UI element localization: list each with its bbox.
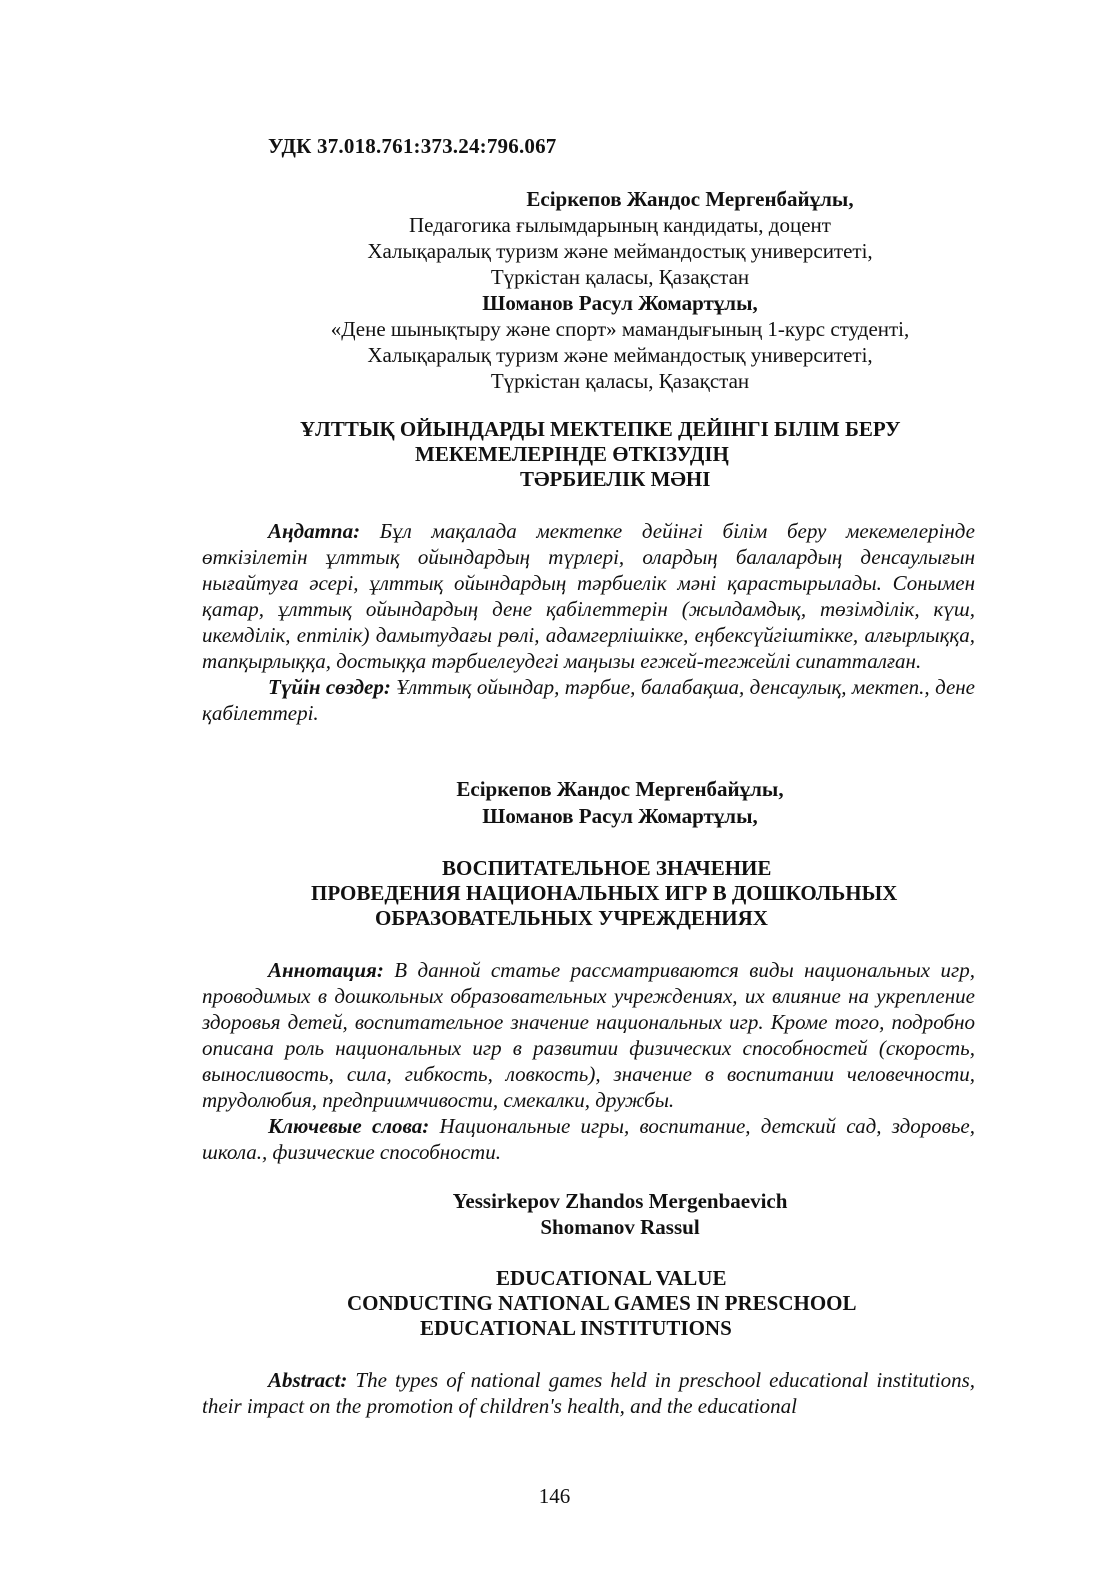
ru-abstract-paragraph: [202, 957, 975, 1113]
en-abstract: [202, 1367, 975, 1419]
ru-title-line1: ВОСПИТАТЕЛЬНОЕ ЗНАЧЕНИЕ: [442, 856, 772, 880]
ru-author1-name: Есіркепов Жандос Мергенбайұлы,: [456, 777, 784, 801]
en-author-block: [420, 1188, 820, 1240]
kz-title-line3: ТӘРБИЕЛІК МӘНІ: [520, 467, 711, 491]
kz-author2-name: Шоманов Расул Жомартұлы,: [482, 291, 758, 315]
en-author2-name: Shomanov Rassul: [540, 1215, 700, 1239]
en-abstract-label: Abstract:: [268, 1368, 348, 1392]
ru-abstract: [202, 957, 975, 1165]
ru-abstract-text: В данной статье рассматриваются виды национальных игр, проводимых в дошкольных образовательных учреждениях, их влияние на укрепление здоровья детей, воспитательное значение национальных игр. Кроме того, подробно описана роль национальных игр в развитии физических способностей (скорость, выносливость, сила, гибкость, ловкость), значение в воспитании человечности, трудолюбия, предприимчивости, смекалки, дружбы.: [202, 958, 975, 1112]
ru-abstract-label: Аннотация:: [268, 958, 384, 982]
en-title-line1: EDUCATIONAL VALUE: [496, 1266, 727, 1290]
kz-keywords-label: Түйін сөздер:: [268, 675, 391, 699]
kz-author1-degree: Педагогика ғылымдарының кандидаты, доцент: [409, 213, 831, 237]
udc-code: УДК 37.018.761:373.24:796.067: [268, 134, 557, 158]
kz-abstract-paragraph: [202, 518, 975, 674]
kz-keywords-paragraph: [202, 674, 975, 726]
en-title-line2: CONDUCTING NATIONAL GAMES IN PRESCHOOL: [347, 1291, 857, 1315]
en-title-line3: EDUCATIONAL INSTITUTIONS: [420, 1316, 732, 1340]
ru-title-line2: ПРОВЕДЕНИЯ НАЦИОНАЛЬНЫХ ИГР В ДОШКОЛЬНЫХ: [311, 881, 898, 905]
kz-author1-name: Есіркепов Жандос Мергенбайұлы,: [526, 187, 854, 211]
kz-abstract-text: Бұл мақалада мектепке дейінгі білім беру мекемелерінде өткізілетін ұлттық ойындардың түрлері, олардың балалардың денсаулығын нығайтуға әсері, ұлттық ойындардың тәрбиелік мәні қарастырылады. Сонымен қатар, ұлттық ойындардың дене қабілеттерін (жылдамдық, төзімділік, күш, икемділік, ептілік) дамытудағы рөлі, адамгерлішікке, еңбексүйгіштікке, алғырлыққа, тапқырлыққа, достыққа тәрбиелеудегі маңызы егжей-тегжейлі сипатталған.: [202, 519, 975, 673]
ru-author2-name: Шоманов Расул Жомартұлы,: [482, 804, 758, 828]
ru-author-block: [420, 776, 820, 830]
ru-title-line3: ОБРАЗОВАТЕЛЬНЫХ УЧРЕЖДЕНИЯХ: [375, 906, 768, 930]
kz-author2-position: «Дене шынықтыру және спорт» мамандығының 1-курс студенті,: [330, 317, 910, 341]
ru-keywords-text: Национальные игры, воспитание, детский сад, здоровье, школа., физические способности.: [202, 1114, 975, 1164]
kz-abstract-label: Аңдатпа:: [268, 519, 361, 543]
kz-title-line1: ҰЛТТЫҚ ОЙЫНДАРДЫ МЕКТЕПКЕ ДЕЙІНГІ БІЛІМ БЕРУ: [300, 417, 901, 441]
en-abstract-paragraph: [202, 1367, 975, 1419]
kz-author-block: [200, 186, 1040, 394]
ru-keywords-label: Ключевые слова:: [268, 1114, 430, 1138]
en-author1-name: Yessirkepov Zhandos Mergenbaevich: [452, 1189, 788, 1213]
page-number: 146: [538, 1484, 571, 1508]
kz-author1-city: Түркістан қаласы, Қазақстан: [490, 265, 750, 289]
kz-title-line2: МЕКЕМЕЛЕРІНДЕ ӨТКІЗУДІҢ: [415, 442, 729, 466]
kz-author2-city: Түркістан қаласы, Қазақстан: [490, 369, 750, 393]
kz-abstract: [202, 518, 975, 726]
en-abstract-text: The types of national games held in preschool educational institutions, their impact on the promotion of children's health, and the educational: [202, 1368, 975, 1418]
kz-author2-affiliation: Халықаралық туризм және меймандостық университеті,: [367, 343, 873, 367]
ru-keywords-paragraph: [202, 1113, 975, 1165]
kz-keywords-text: Ұлттық ойындар, тәрбие, балабақша, денсаулық, мектеп., дене қабілеттері.: [202, 675, 976, 725]
kz-author1-affiliation: Халықаралық туризм және меймандостық университеті,: [367, 239, 873, 263]
